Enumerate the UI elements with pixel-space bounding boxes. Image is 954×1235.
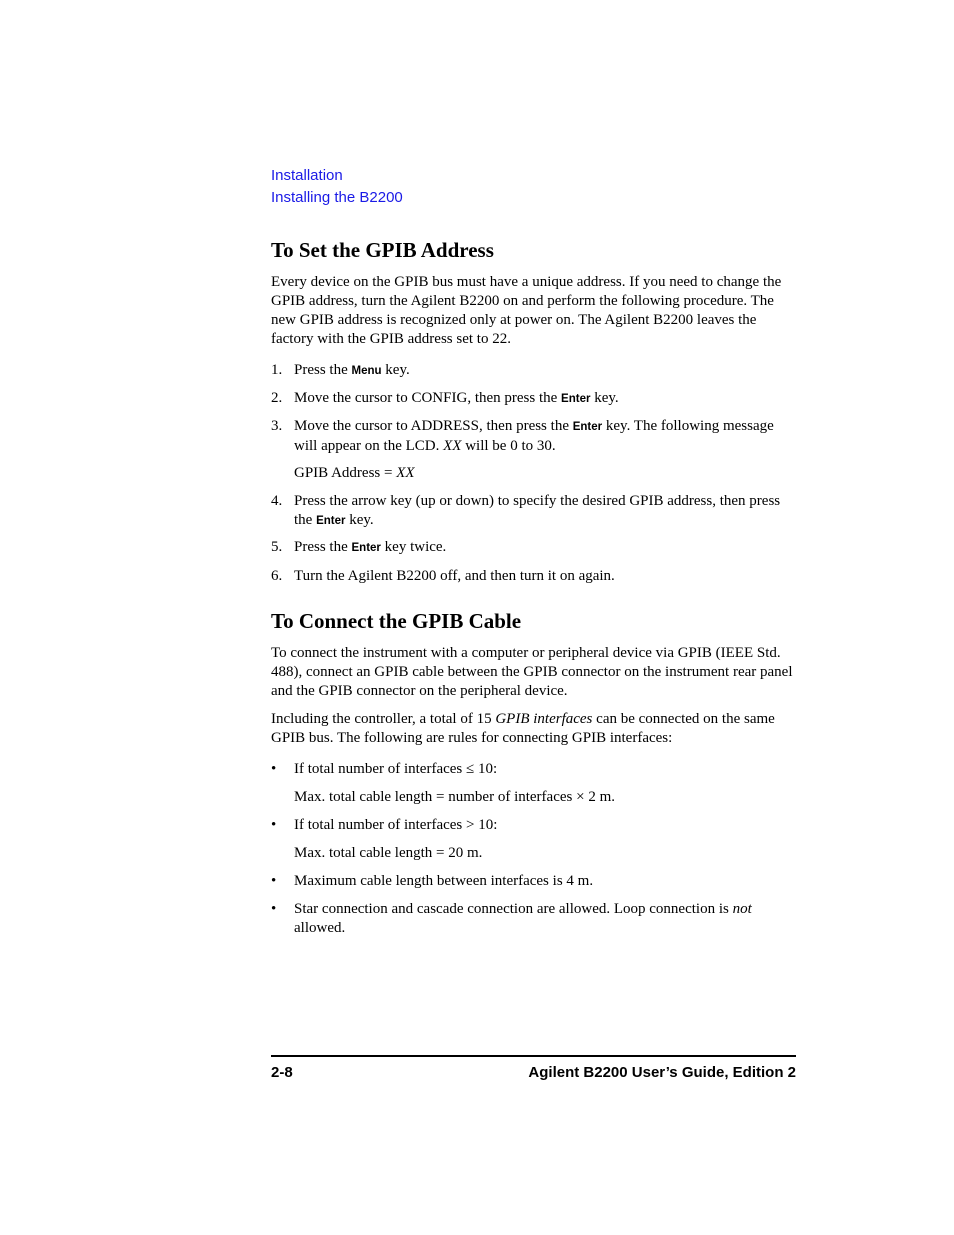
breadcrumb-installing-b2200[interactable]: Installing the B2200 bbox=[271, 189, 403, 206]
section1-intro: Every device on the GPIB bus must have a unique address. If you need to change the GPIB address, turn the Agilent B2200 on and perform the following procedure. The new GPIB address is recognized only at power on. The Agilent B2200 leaves the factory with the GPIB address set to 22. bbox=[271, 274, 782, 347]
section2-para2: Including the controller, a total of 15 GPIB interfaces can be connected on the same GPIB bus. The following are rules for connecting GPIB interfaces: bbox=[271, 711, 775, 746]
section-title-set-gpib-address: To Set the GPIB Address bbox=[271, 238, 494, 262]
section-title-connect-gpib-cable: To Connect the GPIB Cable bbox=[271, 609, 522, 633]
enter-key-label: Enter bbox=[572, 421, 603, 433]
footer-divider bbox=[271, 1055, 796, 1057]
enter-key-label: Enter bbox=[561, 393, 591, 405]
bullet-sub: Max. total cable length = number of interfaces × 2 m. bbox=[294, 789, 615, 805]
page-number: 2-8 bbox=[271, 1064, 293, 1081]
bullet-item: • If total number of interfaces > 10: bbox=[271, 817, 498, 833]
step-1: 1. Press the Menu key. bbox=[271, 362, 410, 378]
enter-key-label: Enter bbox=[351, 542, 381, 554]
bullet-sub: Max. total cable length = 20 m. bbox=[294, 845, 483, 861]
breadcrumb bbox=[271, 165, 403, 209]
step-4: 4. Press the arrow key (up or down) to specify the desired GPIB address, then press the Enter key. bbox=[271, 493, 781, 528]
step-6: 6. Turn the Agilent B2200 off, and then turn it on again. bbox=[271, 568, 615, 584]
menu-key-label: Menu bbox=[351, 365, 382, 377]
bullet-item: • If total number of interfaces ≤ 10: bbox=[271, 761, 498, 777]
footer-title: Agilent B2200 User’s Guide, Edition 2 bbox=[528, 1064, 796, 1081]
bullet-item: • Maximum cable length between interfaces is 4 m. bbox=[271, 873, 594, 889]
step-5: 5. Press the Enter key twice. bbox=[271, 539, 447, 555]
breadcrumb-installation[interactable]: Installation bbox=[271, 167, 343, 184]
step-3: 3. Move the cursor to ADDRESS, then press the Enter key. The following message will appear on the LCD. XX will be 0 to 30. bbox=[271, 418, 774, 454]
section2-para1: To connect the instrument with a computer or peripheral device via GPIB (IEEE Std. 488), connect an GPIB cable between the GPIB connector on the instrument rear panel and the GPIB connector on the peripheral device. bbox=[271, 645, 793, 699]
enter-key-label: Enter bbox=[316, 515, 346, 527]
lcd-message: GPIB Address = XX bbox=[294, 465, 415, 481]
bullet-item: • Star connection and cascade connection are allowed. Loop connection is not allowed. bbox=[271, 901, 752, 936]
step-2: 2. Move the cursor to CONFIG, then press the Enter key. bbox=[271, 390, 619, 406]
